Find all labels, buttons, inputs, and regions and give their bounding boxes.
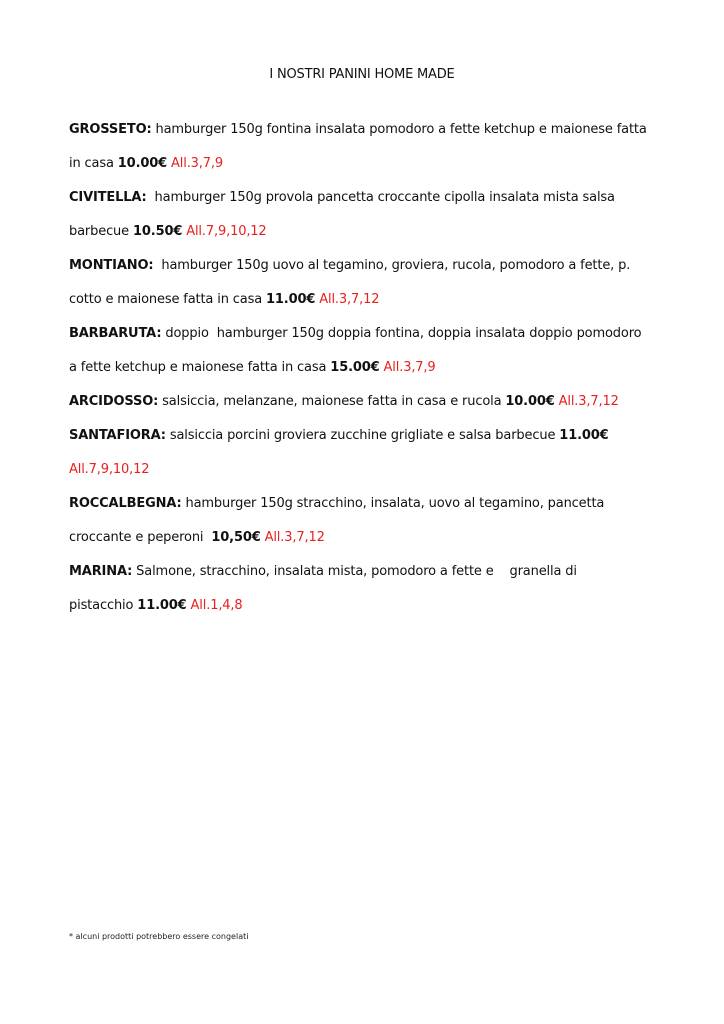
item-name: GROSSETO: xyxy=(69,122,152,137)
item-price: 15.00€ xyxy=(330,360,380,375)
item-description: hamburger 150g stracchino, insalata, uovo al tegamino, pancetta xyxy=(181,496,605,511)
menu-item-arcidosso xyxy=(69,389,669,423)
item-description: hamburger 150g provola pancetta croccante cipolla insalata mista salsa xyxy=(146,190,615,205)
menu-item-roccalbegna xyxy=(69,491,669,525)
menu-item-grosseto xyxy=(69,117,669,151)
menu-item-santafiora xyxy=(69,423,669,457)
item-description-cont: a fette ketchup e maionese fatta in casa xyxy=(69,360,331,375)
item-allergens: All.7,9,10,12 xyxy=(69,462,150,477)
menu-list xyxy=(69,117,669,627)
item-name: ARCIDOSSO: xyxy=(69,394,159,409)
item-price: 11.00€ xyxy=(559,428,609,443)
item-price: 10.50€ xyxy=(132,224,183,239)
menu-item-barbaruta xyxy=(69,321,669,355)
menu-item-montiano xyxy=(69,253,669,287)
item-description: hamburger 150g fontina insalata pomodoro a fette ketchup e maionese fatta xyxy=(151,122,647,137)
item-price: 10,50€ xyxy=(211,530,261,545)
item-allergens: All.1,4,8 xyxy=(186,598,243,613)
item-name: CIVITELLA: xyxy=(69,190,147,205)
item-name: MARINA: xyxy=(69,564,133,579)
item-description-cont: barbecue xyxy=(69,224,133,239)
item-name: BARBARUTA: xyxy=(69,326,162,341)
item-name: ROCCALBEGNA: xyxy=(69,496,182,511)
item-allergens: All.3,7,12 xyxy=(315,292,380,307)
menu-item-civitella xyxy=(69,185,669,219)
item-description-cont: cotto e maionese fatta in casa xyxy=(69,292,267,307)
page-title: I NOSTRI PANINI HOME MADE xyxy=(269,67,455,82)
item-description-cont: pistacchio xyxy=(69,598,138,613)
item-allergens: All.3,7,12 xyxy=(260,530,325,545)
item-allergens: All.7,9,10,12 xyxy=(182,224,267,239)
item-allergens: All.3,7,12 xyxy=(554,394,619,409)
item-description: doppio hamburger 150g doppia fontina, doppia insalata doppio pomodoro xyxy=(161,326,642,341)
item-description: hamburger 150g uovo al tegamino, groviera, rucola, pomodoro a fette, p. xyxy=(153,258,631,273)
footnote: * alcuni prodotti potrebbero essere congelati xyxy=(69,932,249,941)
item-price: 10.00€ xyxy=(117,156,168,171)
item-name: SANTAFIORA: xyxy=(69,428,166,443)
item-description-cont: croccante e peperoni xyxy=(69,530,212,545)
item-description: salsiccia, melanzane, maionese fatta in casa e rucola xyxy=(158,394,506,409)
item-description: salsiccia porcini groviera zucchine grigliate e salsa barbecue xyxy=(165,428,560,443)
item-description-cont: in casa xyxy=(69,156,118,171)
item-name: MONTIANO: xyxy=(69,258,154,273)
item-allergens: All.3,7,9 xyxy=(167,156,224,171)
item-allergens: All.3,7,9 xyxy=(379,360,436,375)
item-price: 10.00€ xyxy=(505,394,555,409)
item-price: 11.00€ xyxy=(266,292,316,307)
menu-item-marina xyxy=(69,559,669,593)
item-description: Salmone, stracchino, insalata mista, pomodoro a fette e granella di xyxy=(132,564,577,579)
item-price: 11.00€ xyxy=(137,598,187,613)
